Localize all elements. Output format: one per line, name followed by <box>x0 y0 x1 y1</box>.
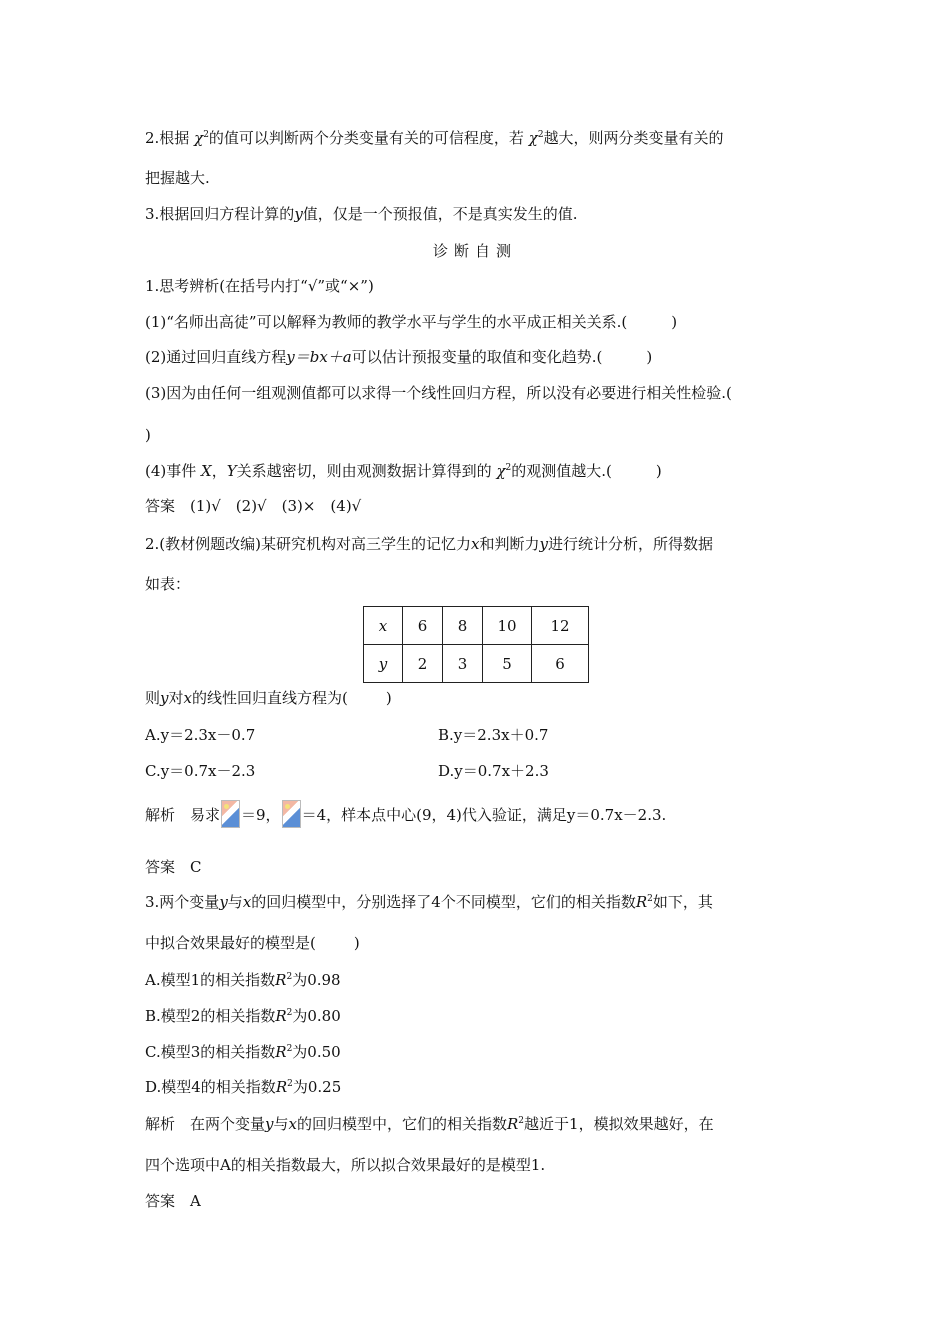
text: ) <box>671 313 678 331</box>
text: 则 <box>145 689 161 707</box>
text: 值，仅是一个预报值，不是真实发生的值. <box>302 205 578 223</box>
var-R: R <box>635 893 648 911</box>
q1-statement-3-close <box>145 425 151 445</box>
note-2-line-2 <box>145 168 210 188</box>
text: 为0.80 <box>292 1007 341 1025</box>
table-cell: 5 <box>483 645 532 683</box>
q2-stem-line-1 <box>145 534 713 554</box>
table-cell: y <box>364 645 403 683</box>
table-cell: 2 <box>403 645 443 683</box>
y-bar-image-icon <box>282 800 301 828</box>
text: 可以估计预报变量的取值和变化趋势.( <box>351 348 603 366</box>
text: 的观测值越大.( <box>511 462 612 480</box>
text: ) <box>353 934 360 952</box>
text: 2.(教材例题改编)某研究机构对高三学生的记忆力 <box>145 535 472 553</box>
q1-statement-2 <box>145 347 652 367</box>
superscript: 2 <box>505 463 512 473</box>
table-cell: x <box>364 607 403 645</box>
text: ＝4，样本点中心(9，4)代入验证，满足y＝0.7x－2.3. <box>301 806 667 824</box>
text: 的回归模型中，分别选择了4个不同模型，它们的相关指数 <box>251 893 636 911</box>
text: (1)“名师出高徒”可以解释为教师的教学水平与学生的水平成正相关关系.( <box>145 313 628 331</box>
q2-analysis <box>145 800 666 828</box>
table-row <box>364 607 589 645</box>
superscript: 2 <box>286 972 293 982</box>
superscript: 2 <box>287 1079 293 1089</box>
var-x: x <box>242 893 252 911</box>
var-X: X <box>201 462 212 480</box>
q3-option-b[interactable] <box>145 1006 341 1026</box>
superscript: 2 <box>647 894 653 904</box>
q2-option-b[interactable]: B.y＝2.3x＋0.7 <box>438 726 549 744</box>
table-cell: 6 <box>532 645 589 683</box>
text: 把握越大. <box>145 169 210 187</box>
text: 越近于1，模拟效果越好，在 <box>524 1115 714 1133</box>
q2-option-c[interactable]: C.y＝0.7x－2.3 <box>145 762 256 780</box>
var-R: R <box>507 1115 519 1133</box>
var-R: R <box>275 1043 287 1061</box>
q2-ask <box>145 688 392 708</box>
table-cell: 12 <box>532 607 589 645</box>
var-R: R <box>275 1078 288 1096</box>
text: B.模型2的相关指数 <box>145 1007 276 1025</box>
superscript: 2 <box>537 130 544 140</box>
section-title: 诊断自测 <box>432 242 517 260</box>
var-R: R <box>275 971 287 989</box>
text: C.模型3的相关指数 <box>145 1043 276 1061</box>
q3-option-d[interactable] <box>145 1077 341 1097</box>
superscript: 2 <box>286 1044 293 1054</box>
text: 3.根据回归方程计算的 <box>145 205 295 223</box>
q1-answer: 答案 (1)√ (2)√ (3)× (4)√ <box>145 497 362 515</box>
text: 关系越密切，则由观测数据计算得到的 <box>236 462 492 480</box>
text: 对 <box>168 689 184 707</box>
text: 解析 易求 <box>145 806 221 824</box>
q1-statement-3 <box>145 383 732 403</box>
data-table <box>363 606 589 683</box>
text: 越大，则两分类变量有关的 <box>543 129 724 147</box>
superscript: 2 <box>286 1008 293 1018</box>
table-cell: 10 <box>483 607 532 645</box>
superscript: 2 <box>518 1116 525 1126</box>
text: 的回归模型中，它们的相关指数 <box>296 1115 507 1133</box>
text: ) <box>145 426 151 444</box>
var-y: y <box>294 205 303 223</box>
text: ＝9， <box>241 806 281 824</box>
table-cell: 3 <box>443 645 483 683</box>
text: 进行统计分析，所得数据 <box>548 535 714 553</box>
q2-stem-line-2: 如表： <box>145 575 191 593</box>
q3-analysis-line-1 <box>145 1114 714 1134</box>
text: ) <box>655 462 662 480</box>
text: 为0.50 <box>292 1043 341 1061</box>
text: 为0.98 <box>292 971 341 989</box>
q1-stem: 1.思考辨析(在括号内打“√”或“×”) <box>145 277 374 295</box>
var-x: x <box>288 1115 297 1133</box>
var-Y: Y <box>226 462 237 480</box>
text: 2.根据 <box>145 129 190 147</box>
text: 和判断力 <box>479 535 540 553</box>
var-y: y <box>160 689 169 707</box>
text: 解析 在两个变量 <box>145 1115 266 1133</box>
text: ) <box>646 348 653 366</box>
x-bar-image-icon <box>221 800 240 828</box>
text: 的值可以判断两个分类变量有关的可信程度，若 <box>208 129 524 147</box>
text: (2)通过回归直线方程 <box>145 348 287 366</box>
var-y: y <box>539 535 548 553</box>
text: 如下，其 <box>652 893 713 911</box>
text: 与 <box>273 1115 289 1133</box>
q1-statement-1 <box>145 312 677 332</box>
q2-option-d[interactable]: D.y＝0.7x＋2.3 <box>438 762 549 780</box>
var-R: R <box>275 1007 287 1025</box>
q3-option-a[interactable] <box>145 970 341 990</box>
var-x: x <box>471 535 480 553</box>
text: A.模型1的相关指数 <box>145 971 276 989</box>
text: ) <box>385 689 392 707</box>
chi-symbol: χ <box>496 462 506 480</box>
q2-answer: 答案 C <box>145 858 202 876</box>
text: (3)因为由任何一组观测值都可以求得一个线性回归方程，所以没有必要进行相关性检验.( <box>145 384 732 402</box>
q3-stem-line-1 <box>145 892 713 912</box>
q3-analysis-line-2: 四个选项中A的相关指数最大，所以拟合效果最好的是模型1. <box>145 1156 546 1174</box>
chi-symbol: χ <box>194 129 204 147</box>
chi-symbol: χ <box>528 129 538 147</box>
var-x: x <box>183 689 192 707</box>
text: D.模型4的相关指数 <box>145 1078 276 1096</box>
q3-answer: 答案 A <box>145 1192 201 1210</box>
q3-option-c[interactable] <box>145 1042 341 1062</box>
text: 3.两个变量 <box>145 893 220 911</box>
q3-stem-line-2 <box>145 933 360 953</box>
text: (4)事件 <box>145 462 197 480</box>
q1-statement-4 <box>145 461 662 481</box>
text: 与 <box>227 893 243 911</box>
var-y: y <box>219 893 228 911</box>
note-2-line-1 <box>145 128 724 148</box>
table-cell: 6 <box>403 607 443 645</box>
text: 为0.25 <box>292 1078 342 1096</box>
superscript: 2 <box>203 130 209 140</box>
text: 的线性回归直线方程为( <box>191 689 348 707</box>
var-y: y <box>265 1115 274 1133</box>
table-row <box>364 645 589 683</box>
note-3 <box>145 204 578 224</box>
equation: y＝bx＋a <box>286 348 352 366</box>
text: ， <box>211 462 227 480</box>
text: 中拟合效果最好的模型是( <box>145 934 316 952</box>
table-cell: 8 <box>443 607 483 645</box>
q2-option-a[interactable]: A.y＝2.3x－0.7 <box>145 726 256 744</box>
